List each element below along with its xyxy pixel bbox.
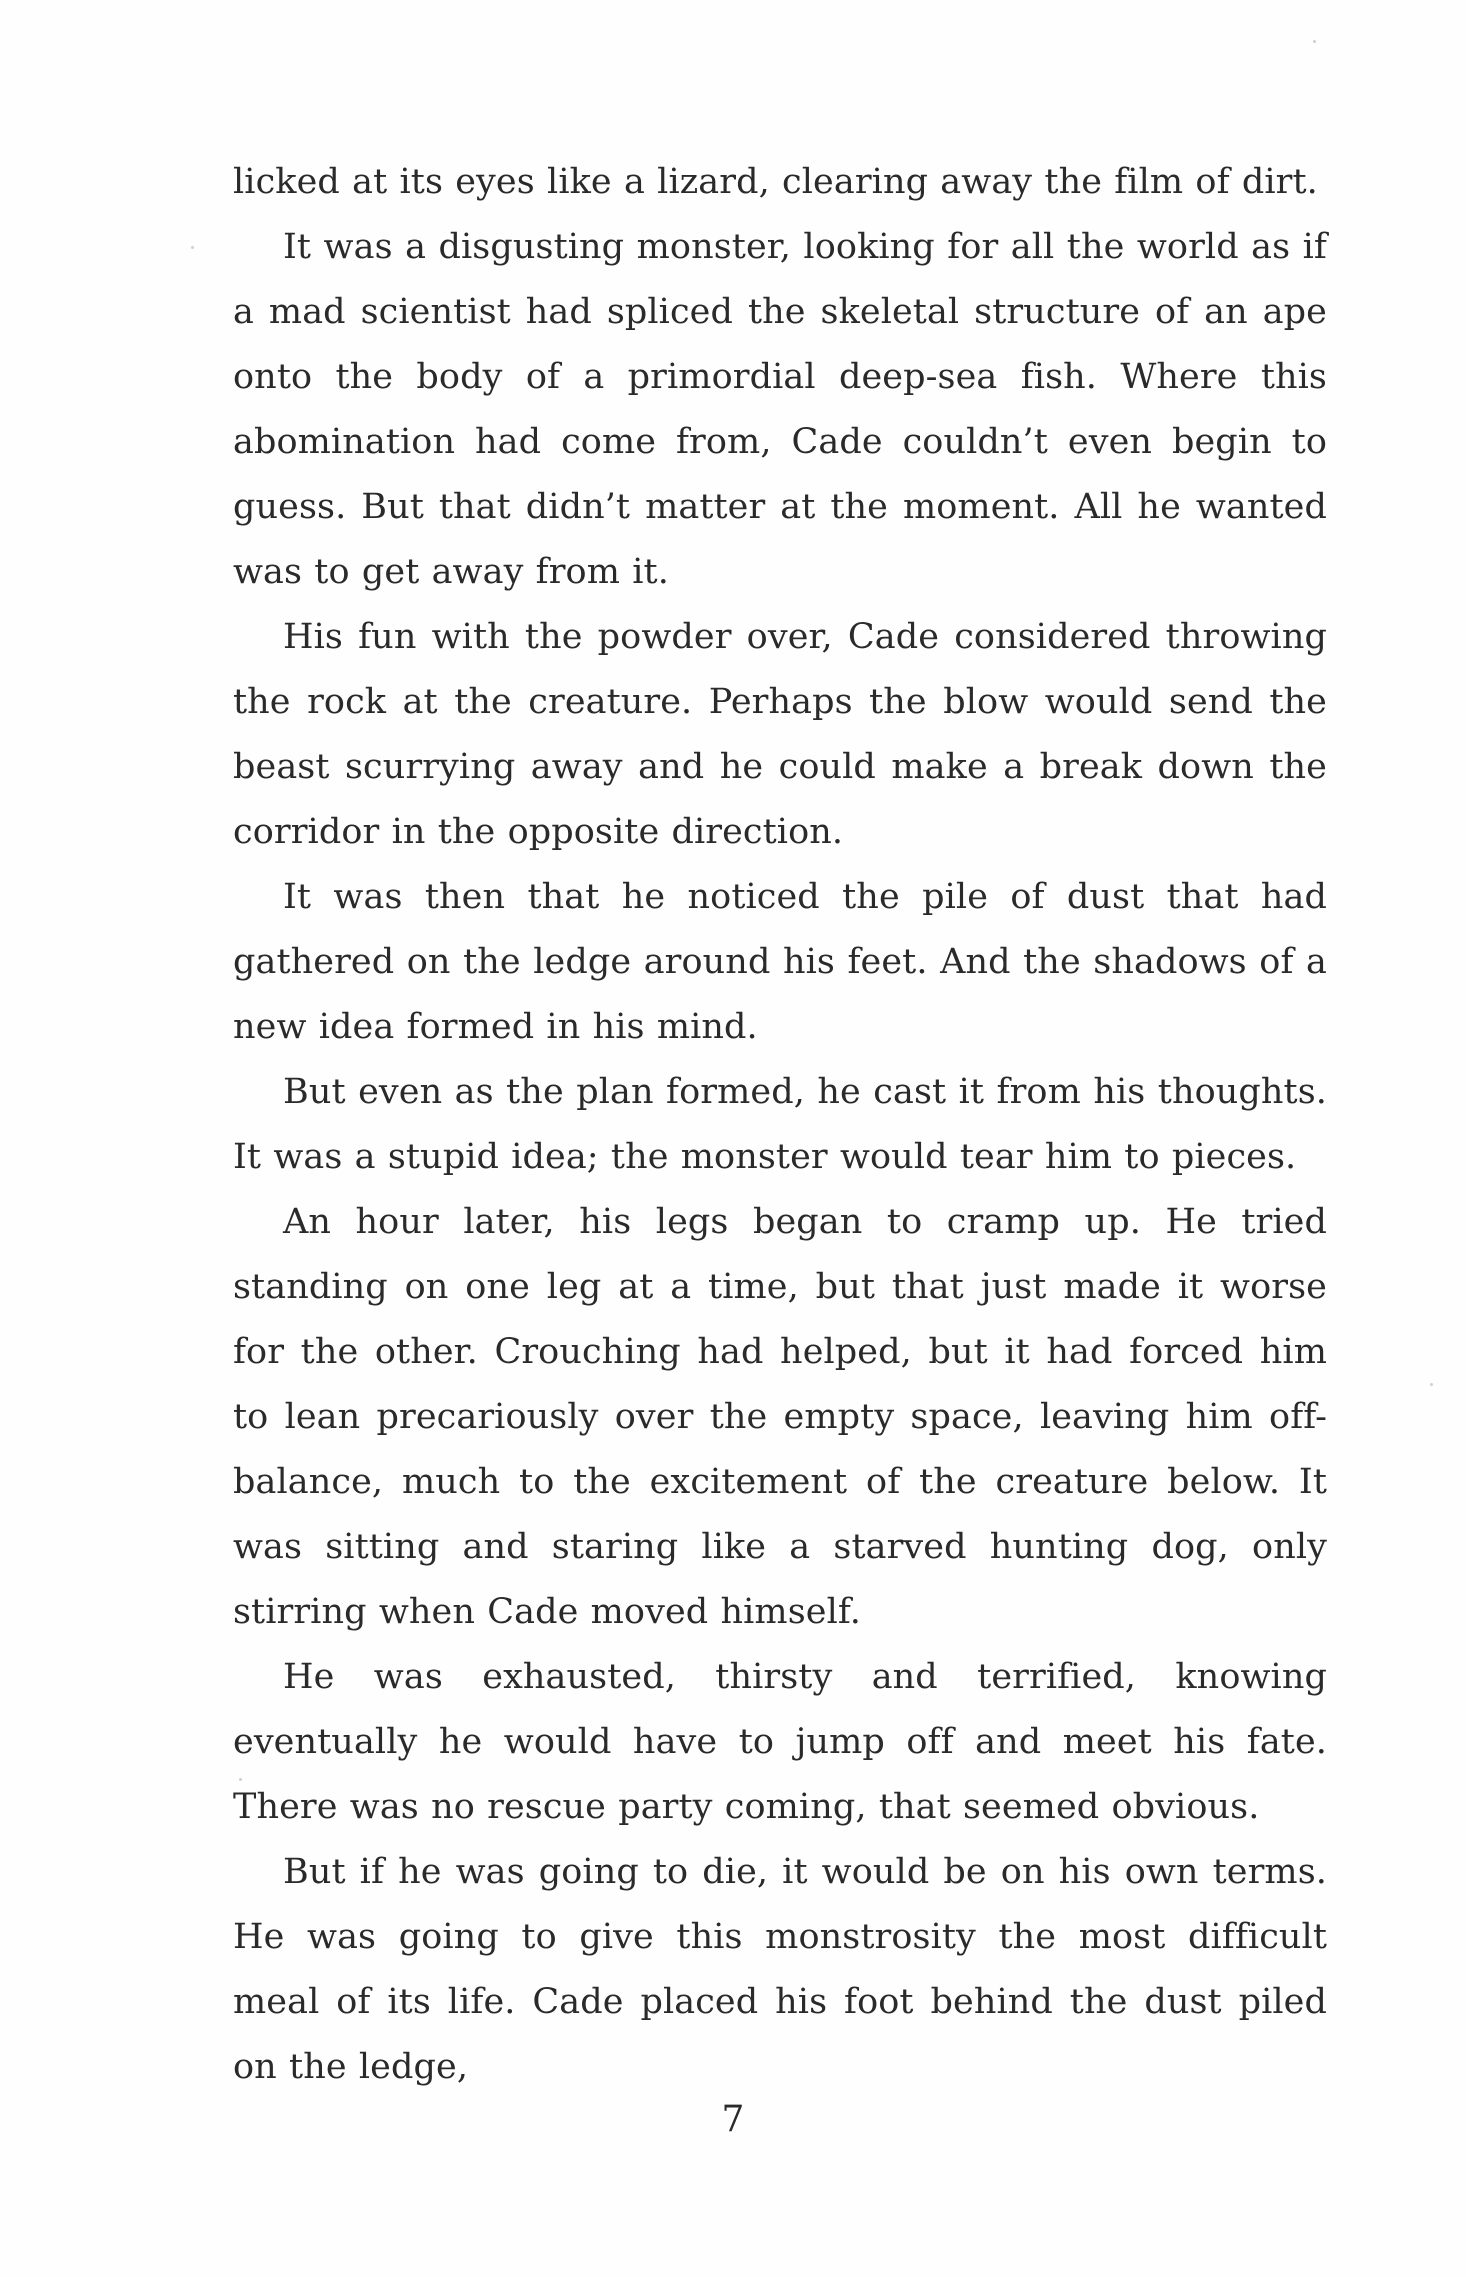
- paper-speck: [1430, 1383, 1433, 1386]
- page-number: 7: [721, 2099, 745, 2140]
- paragraph-6: An hour later, his legs began to cramp up. He tried standing on one leg at a time, but that just made it worse for the other. Crouching had helped, but it had forced him to lean precariously over the empty space, leaving him off-balance, much to the excitement of the creature below. It was sitting and staring like a starved hunting dog, only stirring when Cade moved himself.: [233, 1202, 1327, 1632]
- paragraph-4: It was then that he noticed the pile of dust that had gathered on the ledge around his feet. And the shadows of a new idea formed in his mind.: [233, 877, 1327, 1047]
- paragraph-7: He was exhausted, thirsty and terrified, knowing eventually he would have to jump off and meet his fate. There was no rescue party coming, that seemed obvious.: [233, 1657, 1327, 1827]
- paragraph-5: But even as the plan formed, he cast it from his thoughts. It was a stupid idea; the monster would tear him to pieces.: [233, 1072, 1327, 1177]
- paragraph-3: His fun with the powder over, Cade considered throwing the rock at the creature. Perhaps the blow would send the beast scurrying away and he could make a break down the corridor in the opposite direction.: [233, 617, 1327, 852]
- paragraph-8: But if he was going to die, it would be on his own terms. He was going to give this monstrosity the most difficult meal of its life. Cade placed his foot behind the dust piled on the ledge,: [233, 1852, 1327, 2087]
- paper-speck: [191, 246, 194, 249]
- paragraph-2: It was a disgusting monster, looking for all the world as if a mad scientist had spliced the skeletal structure of an ape onto the body of a primordial deep-sea fish. Where this abomination had come from, Cade couldn’t even begin to guess. But that didn’t matter at the moment. All he wanted was to get away from it.: [233, 227, 1327, 592]
- paragraph-1: licked at its eyes like a lizard, clearing away the film of dirt.: [233, 162, 1318, 202]
- body-text: [233, 150, 1327, 2100]
- paper-speck: [1313, 40, 1316, 43]
